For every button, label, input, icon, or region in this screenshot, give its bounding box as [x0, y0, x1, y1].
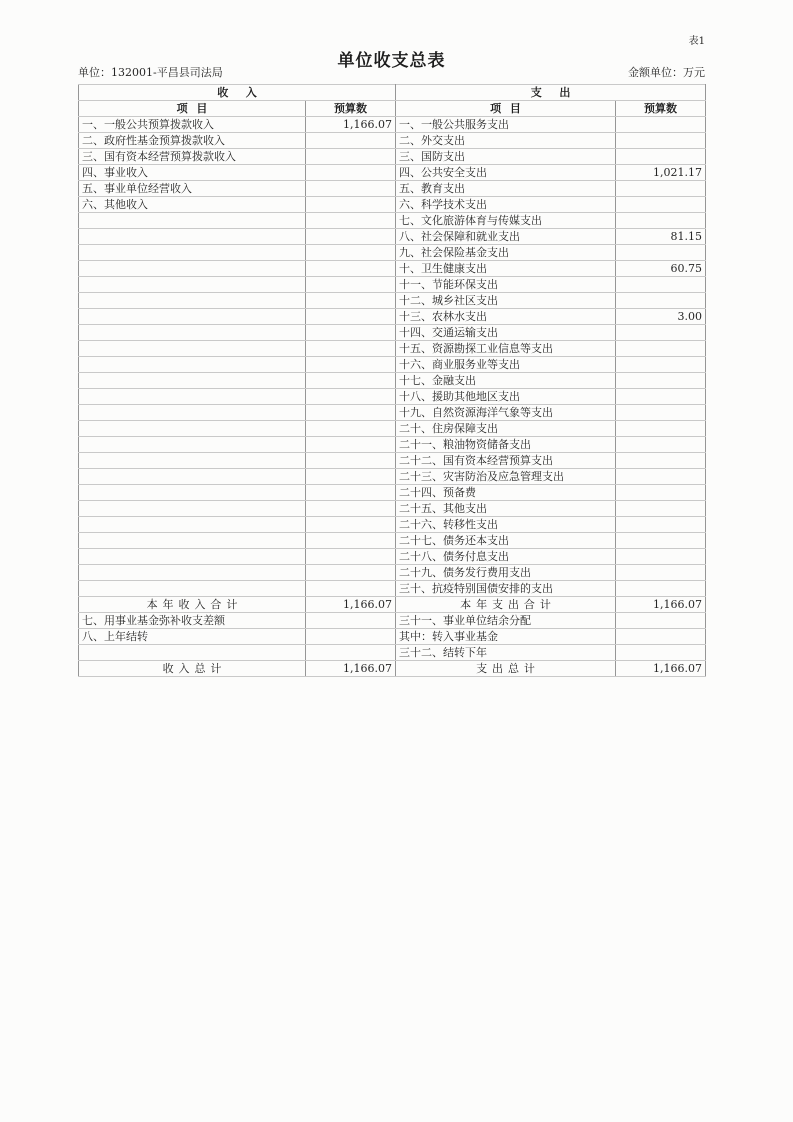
table-row — [79, 565, 706, 581]
expense-budget-cell — [616, 117, 706, 133]
table-row — [79, 197, 706, 213]
income-item-cell — [79, 469, 306, 485]
expense-budget-cell: 1,021.17 — [616, 165, 706, 181]
income-section-header: 收入 — [79, 85, 396, 101]
expense-item-cell: 十七、金融支出 — [396, 373, 616, 389]
expense-budget-cell — [616, 357, 706, 373]
expense-budget-cell — [616, 277, 706, 293]
income-budget-cell — [306, 149, 396, 165]
expense-budget-cell: 1,166.07 — [616, 597, 706, 613]
income-item-cell — [79, 341, 306, 357]
expense-budget-cell — [616, 629, 706, 645]
income-budget-cell — [306, 629, 396, 645]
table-row — [79, 533, 706, 549]
income-budget-cell — [306, 245, 396, 261]
table-row — [79, 261, 706, 277]
income-budget-cell — [306, 485, 396, 501]
income-budget-cell — [306, 213, 396, 229]
column-header-row — [79, 101, 706, 117]
income-budget-cell — [306, 197, 396, 213]
income-item-cell — [79, 245, 306, 261]
expense-budget-cell — [616, 533, 706, 549]
income-budget-cell — [306, 613, 396, 629]
income-budget-cell — [306, 133, 396, 149]
income-item-cell — [79, 261, 306, 277]
expense-budget-cell — [616, 373, 706, 389]
income-item-cell — [79, 437, 306, 453]
income-budget-cell — [306, 421, 396, 437]
income-budget-cell — [306, 293, 396, 309]
table-header — [79, 85, 706, 117]
income-item-cell — [79, 373, 306, 389]
income-item-cell — [79, 229, 306, 245]
expense-budget-cell — [616, 341, 706, 357]
income-budget-cell — [306, 341, 396, 357]
expense-budget-cell: 1,166.07 — [616, 661, 706, 677]
income-item-column-header: 项目 — [79, 101, 306, 117]
table-row — [79, 165, 706, 181]
expense-item-cell: 七、文化旅游体育与传媒支出 — [396, 213, 616, 229]
income-item-cell — [79, 549, 306, 565]
meta-row — [78, 64, 705, 80]
expense-budget-cell: 81.15 — [616, 229, 706, 245]
total-row — [79, 597, 706, 613]
unit-label: 单位：132001-平昌县司法局 — [78, 66, 223, 79]
page-title: 单位收支总表 — [337, 51, 446, 71]
expense-total-label-cell: 支出总计 — [396, 661, 616, 677]
table-row — [79, 133, 706, 149]
table-row — [79, 581, 706, 597]
income-budget-cell — [306, 373, 396, 389]
expense-item-cell: 五、教育支出 — [396, 181, 616, 197]
table-row — [79, 149, 706, 165]
table-row — [79, 117, 706, 133]
expense-item-cell: 六、科学技术支出 — [396, 197, 616, 213]
income-item-cell — [79, 533, 306, 549]
table-row — [79, 213, 706, 229]
income-budget-cell — [306, 325, 396, 341]
table-row — [79, 485, 706, 501]
expense-item-cell: 十八、援助其他地区支出 — [396, 389, 616, 405]
expense-section-header: 支出 — [396, 85, 706, 101]
income-item-cell — [79, 405, 306, 421]
income-item-cell — [79, 517, 306, 533]
income-budget-cell — [306, 501, 396, 517]
income-budget-cell — [306, 181, 396, 197]
expense-budget-cell — [616, 549, 706, 565]
table-row — [79, 277, 706, 293]
expense-budget-cell — [616, 213, 706, 229]
expense-budget-cell — [616, 485, 706, 501]
expense-item-cell: 二十一、粮油物资储备支出 — [396, 437, 616, 453]
table-row — [79, 613, 706, 629]
table-row — [79, 437, 706, 453]
table-row — [79, 469, 706, 485]
section-header-row — [79, 85, 706, 101]
expense-item-cell: 十二、城乡社区支出 — [396, 293, 616, 309]
expense-item-column-header: 项目 — [396, 101, 616, 117]
income-item-cell — [79, 325, 306, 341]
expense-item-cell: 三、国防支出 — [396, 149, 616, 165]
expense-item-cell: 十四、交通运输支出 — [396, 325, 616, 341]
table-row — [79, 405, 706, 421]
income-budget-cell — [306, 437, 396, 453]
expense-item-cell: 二十二、国有资本经营预算支出 — [396, 453, 616, 469]
income-item-cell — [79, 645, 306, 661]
income-budget-cell — [306, 261, 396, 277]
expense-item-cell: 十六、商业服务业等支出 — [396, 357, 616, 373]
expense-budget-cell — [616, 149, 706, 165]
expense-budget-cell: 60.75 — [616, 261, 706, 277]
income-item-cell — [79, 565, 306, 581]
expense-budget-column-header: 预算数 — [616, 101, 706, 117]
income-item-cell: 一、一般公共预算拨款收入 — [79, 117, 306, 133]
income-total-label-cell: 本年收入合计 — [79, 597, 306, 613]
income-item-cell — [79, 453, 306, 469]
income-budget-cell — [306, 357, 396, 373]
income-item-cell — [79, 277, 306, 293]
income-item-cell: 八、上年结转 — [79, 629, 306, 645]
income-item-cell: 五、事业单位经营收入 — [79, 181, 306, 197]
expense-budget-cell — [616, 325, 706, 341]
income-budget-cell — [306, 405, 396, 421]
table-row — [79, 501, 706, 517]
income-budget-cell: 1,166.07 — [306, 117, 396, 133]
income-item-cell — [79, 421, 306, 437]
expense-item-cell: 十三、农林水支出 — [396, 309, 616, 325]
table-row — [79, 645, 706, 661]
expense-budget-cell — [616, 293, 706, 309]
expense-budget-cell — [616, 245, 706, 261]
table-row — [79, 325, 706, 341]
table-body — [79, 117, 706, 677]
expense-item-cell: 二十四、预备费 — [396, 485, 616, 501]
income-item-cell — [79, 293, 306, 309]
expense-item-cell: 二十三、灾害防治及应急管理支出 — [396, 469, 616, 485]
table-row — [79, 181, 706, 197]
expense-item-cell: 二十八、债务付息支出 — [396, 549, 616, 565]
expense-total-label-cell: 本年支出合计 — [396, 597, 616, 613]
income-budget-column-header: 预算数 — [306, 101, 396, 117]
expense-budget-cell — [616, 389, 706, 405]
expense-item-cell: 八、社会保障和就业支出 — [396, 229, 616, 245]
expense-item-cell: 十、卫生健康支出 — [396, 261, 616, 277]
expense-budget-cell: 3.00 — [616, 309, 706, 325]
expense-item-cell: 一、一般公共服务支出 — [396, 117, 616, 133]
table-row — [79, 341, 706, 357]
expense-item-cell: 十一、节能环保支出 — [396, 277, 616, 293]
expense-budget-cell — [616, 581, 706, 597]
income-budget-cell — [306, 549, 396, 565]
income-budget-cell — [306, 517, 396, 533]
income-budget-cell — [306, 309, 396, 325]
amount-unit-label: 金额单位：万元 — [628, 66, 705, 79]
total-row — [79, 661, 706, 677]
income-budget-cell — [306, 533, 396, 549]
expense-item-cell: 二十九、债务发行费用支出 — [396, 565, 616, 581]
income-item-cell: 三、国有资本经营预算拨款收入 — [79, 149, 306, 165]
income-budget-cell — [306, 645, 396, 661]
expense-budget-cell — [616, 437, 706, 453]
income-budget-cell — [306, 581, 396, 597]
income-budget-cell — [306, 165, 396, 181]
income-budget-cell — [306, 565, 396, 581]
expense-budget-cell — [616, 453, 706, 469]
expense-budget-cell — [616, 405, 706, 421]
expense-budget-cell — [616, 421, 706, 437]
table-row — [79, 229, 706, 245]
expense-item-cell: 二十五、其他支出 — [396, 501, 616, 517]
expense-budget-cell — [616, 501, 706, 517]
income-budget-cell — [306, 229, 396, 245]
income-item-cell: 六、其他收入 — [79, 197, 306, 213]
table-number-label: 表1 — [688, 36, 705, 47]
income-item-cell — [79, 309, 306, 325]
table-row — [79, 421, 706, 437]
income-item-cell — [79, 485, 306, 501]
expense-item-cell: 三十、抗疫特别国债安排的支出 — [396, 581, 616, 597]
budget-summary-table — [78, 84, 706, 677]
expense-budget-cell — [616, 197, 706, 213]
income-budget-cell — [306, 453, 396, 469]
table-row — [79, 517, 706, 533]
income-item-cell — [79, 357, 306, 373]
table-row — [79, 629, 706, 645]
expense-budget-cell — [616, 613, 706, 629]
income-budget-cell — [306, 389, 396, 405]
expense-item-cell: 二十七、债务还本支出 — [396, 533, 616, 549]
expense-item-cell: 其中：转入事业基金 — [396, 629, 616, 645]
expense-item-cell: 二、外交支出 — [396, 133, 616, 149]
income-item-cell — [79, 501, 306, 517]
income-budget-cell — [306, 469, 396, 485]
expense-item-cell: 十五、资源勘探工业信息等支出 — [396, 341, 616, 357]
expense-item-cell: 三十二、结转下年 — [396, 645, 616, 661]
expense-item-cell: 九、社会保险基金支出 — [396, 245, 616, 261]
income-budget-cell — [306, 277, 396, 293]
table-row — [79, 357, 706, 373]
income-budget-cell: 1,166.07 — [306, 597, 396, 613]
expense-budget-cell — [616, 181, 706, 197]
expense-budget-cell — [616, 565, 706, 581]
income-item-cell: 二、政府性基金预算拨款收入 — [79, 133, 306, 149]
expense-item-cell: 二十六、转移性支出 — [396, 517, 616, 533]
expense-budget-cell — [616, 517, 706, 533]
table-row — [79, 453, 706, 469]
expense-budget-cell — [616, 469, 706, 485]
expense-item-cell: 三十一、事业单位结余分配 — [396, 613, 616, 629]
income-item-cell — [79, 389, 306, 405]
income-item-cell: 四、事业收入 — [79, 165, 306, 181]
table-row — [79, 245, 706, 261]
income-item-cell — [79, 213, 306, 229]
table-row — [79, 549, 706, 565]
table-row — [79, 309, 706, 325]
income-budget-cell: 1,166.07 — [306, 661, 396, 677]
income-item-cell: 七、用事业基金弥补收支差额 — [79, 613, 306, 629]
expense-budget-cell — [616, 133, 706, 149]
expense-item-cell: 十九、自然资源海洋气象等支出 — [396, 405, 616, 421]
table-row — [79, 293, 706, 309]
expense-item-cell: 二十、住房保障支出 — [396, 421, 616, 437]
expense-item-cell: 四、公共安全支出 — [396, 165, 616, 181]
income-total-label-cell: 收入总计 — [79, 661, 306, 677]
table-row — [79, 389, 706, 405]
table-row — [79, 373, 706, 389]
income-item-cell — [79, 581, 306, 597]
expense-budget-cell — [616, 645, 706, 661]
